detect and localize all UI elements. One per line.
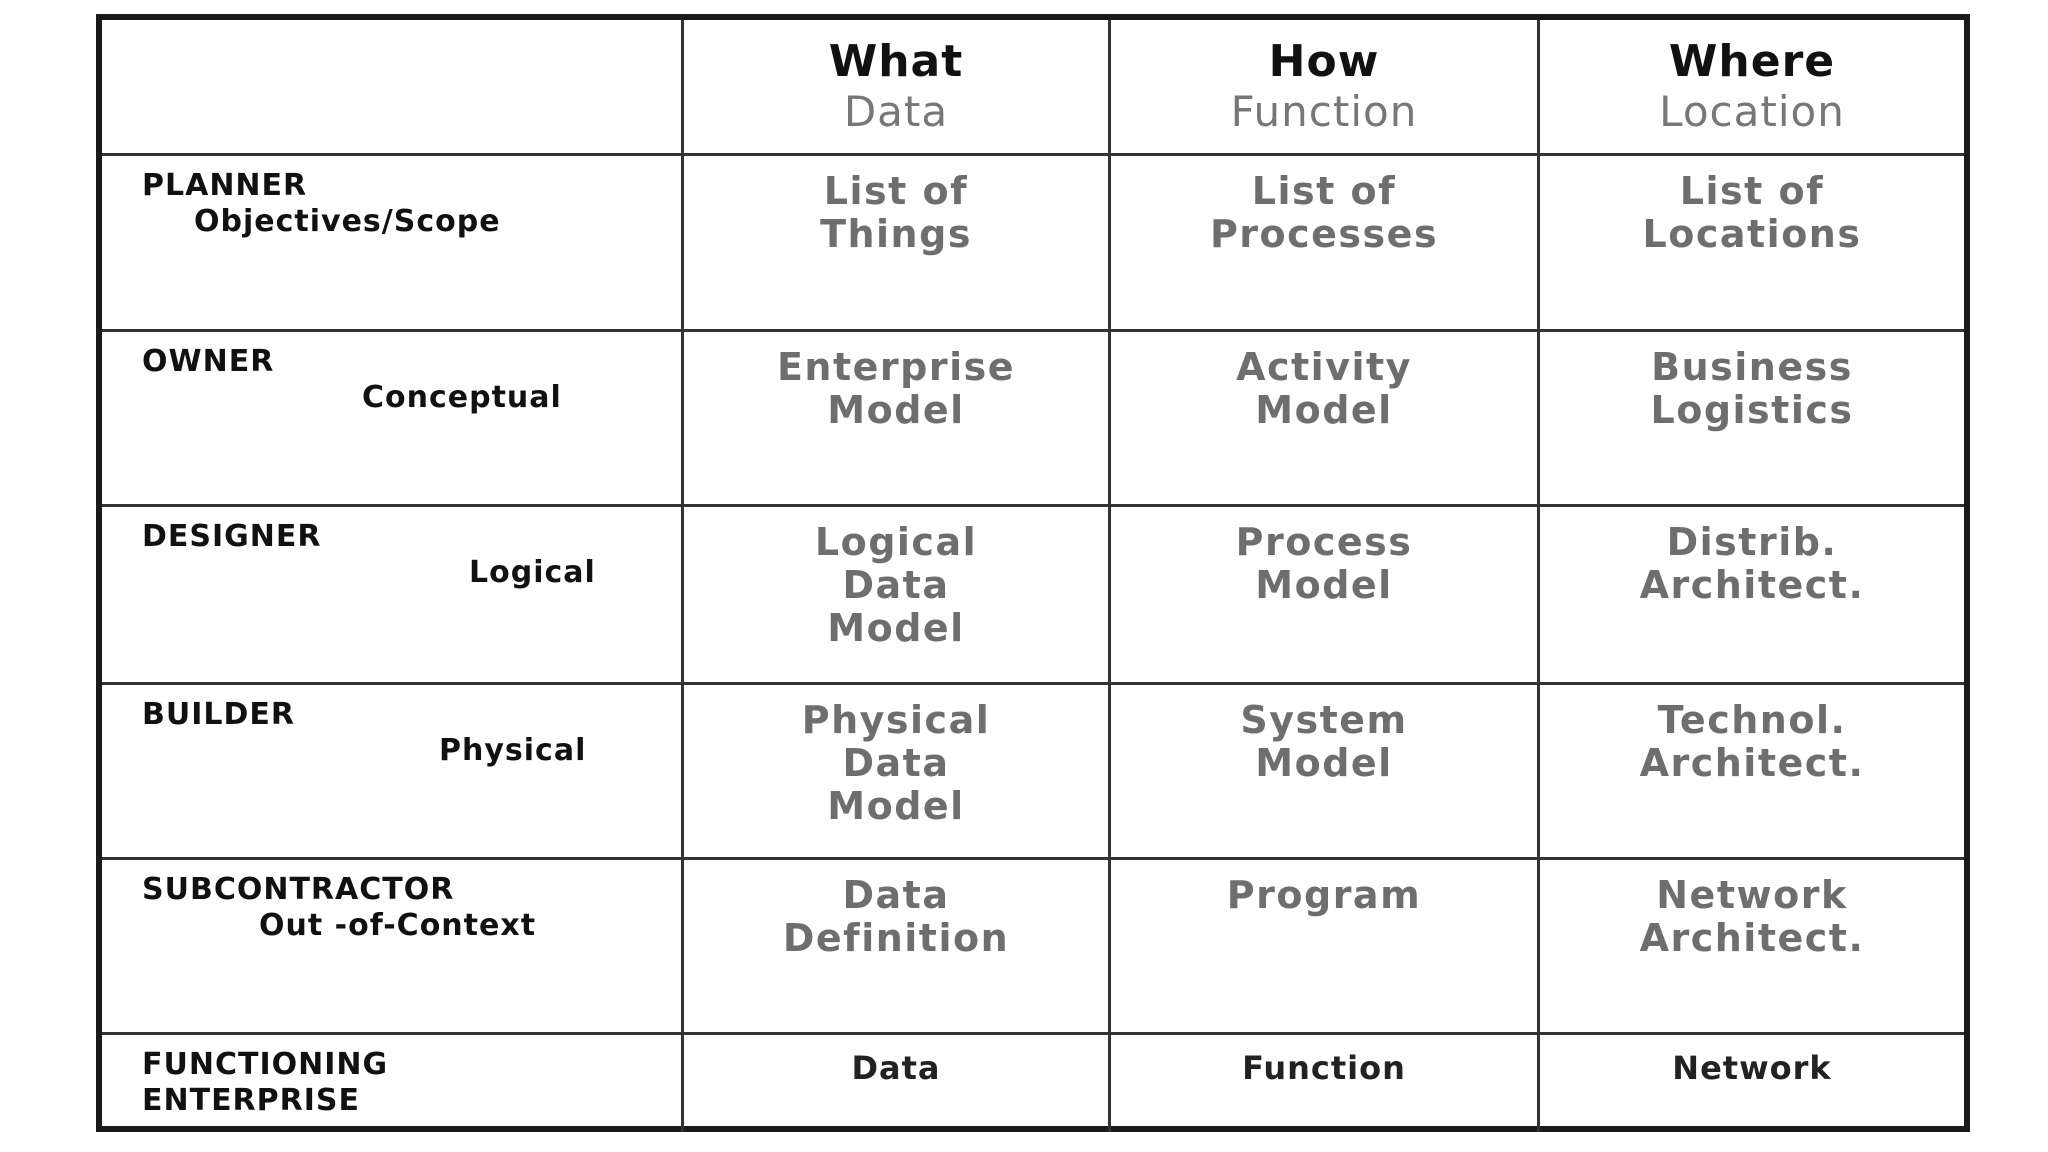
cell-subcontractor-how [1111, 860, 1540, 1035]
cell-text: Function [1242, 1049, 1406, 1087]
cell-text: List of Things [820, 169, 972, 256]
zachman-framework-table [96, 14, 1970, 1132]
row-label-planner [102, 156, 684, 332]
cell-text: Data Definition [782, 873, 1010, 960]
cell-enterprise-how [1111, 1035, 1540, 1132]
column-question: Where [1668, 35, 1836, 87]
corner-cell [102, 20, 684, 156]
cell-designer-where [1540, 507, 1964, 685]
cell-text: System Model [1240, 698, 1408, 785]
row-role: DESIGNER [142, 519, 322, 554]
cell-planner-what [684, 156, 1111, 332]
row-perspective: Objectives/Scope [194, 204, 501, 239]
cell-text: Network Architect. [1639, 873, 1865, 960]
row-role: OWNER [142, 344, 275, 379]
row-label-builder [102, 685, 684, 860]
cell-text: Enterprise Model [776, 345, 1016, 432]
cell-builder-how [1111, 685, 1540, 860]
row-perspective: Out -of-Context [259, 908, 537, 943]
column-header-where [1540, 20, 1964, 156]
cell-designer-what [684, 507, 1111, 685]
column-focus: Function [1230, 86, 1418, 136]
cell-owner-where [1540, 332, 1964, 507]
row-role-line2: ENTERPRISE [142, 1083, 361, 1118]
cell-text: Process Model [1235, 520, 1413, 607]
cell-text: Logical Data Model [814, 520, 978, 650]
cell-subcontractor-where [1540, 860, 1964, 1035]
cell-text: Physical Data Model [801, 698, 991, 828]
row-role: PLANNER [142, 168, 308, 203]
cell-builder-what [684, 685, 1111, 860]
cell-subcontractor-what [684, 860, 1111, 1035]
cell-builder-where [1540, 685, 1964, 860]
cell-designer-how [1111, 507, 1540, 685]
cell-text: Activity Model [1236, 345, 1412, 432]
row-label-owner [102, 332, 684, 507]
cell-owner-what [684, 332, 1111, 507]
column-question: How [1268, 35, 1380, 87]
cell-enterprise-what [684, 1035, 1111, 1132]
column-header-what [684, 20, 1111, 156]
row-perspective: Physical [439, 733, 587, 768]
column-question: What [828, 35, 964, 87]
row-label-subcontractor [102, 860, 684, 1035]
column-focus: Location [1659, 86, 1845, 136]
row-role: BUILDER [142, 697, 296, 732]
cell-text: List of Locations [1642, 169, 1862, 256]
row-perspective: Logical [469, 555, 596, 590]
row-perspective: Conceptual [362, 380, 562, 415]
column-focus: Data [843, 86, 949, 136]
row-label-functioning-enterprise [102, 1035, 684, 1132]
row-label-designer [102, 507, 684, 685]
cell-text: Technol. Architect. [1639, 698, 1865, 785]
column-header-how [1111, 20, 1540, 156]
cell-owner-how [1111, 332, 1540, 507]
cell-text: Distrib. Architect. [1639, 520, 1865, 607]
cell-text: Program [1226, 873, 1422, 917]
row-role: SUBCONTRACTOR [142, 872, 455, 907]
row-role-line1: FUNCTIONING [142, 1047, 389, 1082]
cell-text: Data [851, 1049, 941, 1087]
cell-text: List of Processes [1209, 169, 1439, 256]
cell-text: Network [1672, 1049, 1832, 1087]
cell-text: Business Logistics [1650, 345, 1854, 432]
cell-planner-where [1540, 156, 1964, 332]
cell-planner-how [1111, 156, 1540, 332]
cell-enterprise-where [1540, 1035, 1964, 1132]
